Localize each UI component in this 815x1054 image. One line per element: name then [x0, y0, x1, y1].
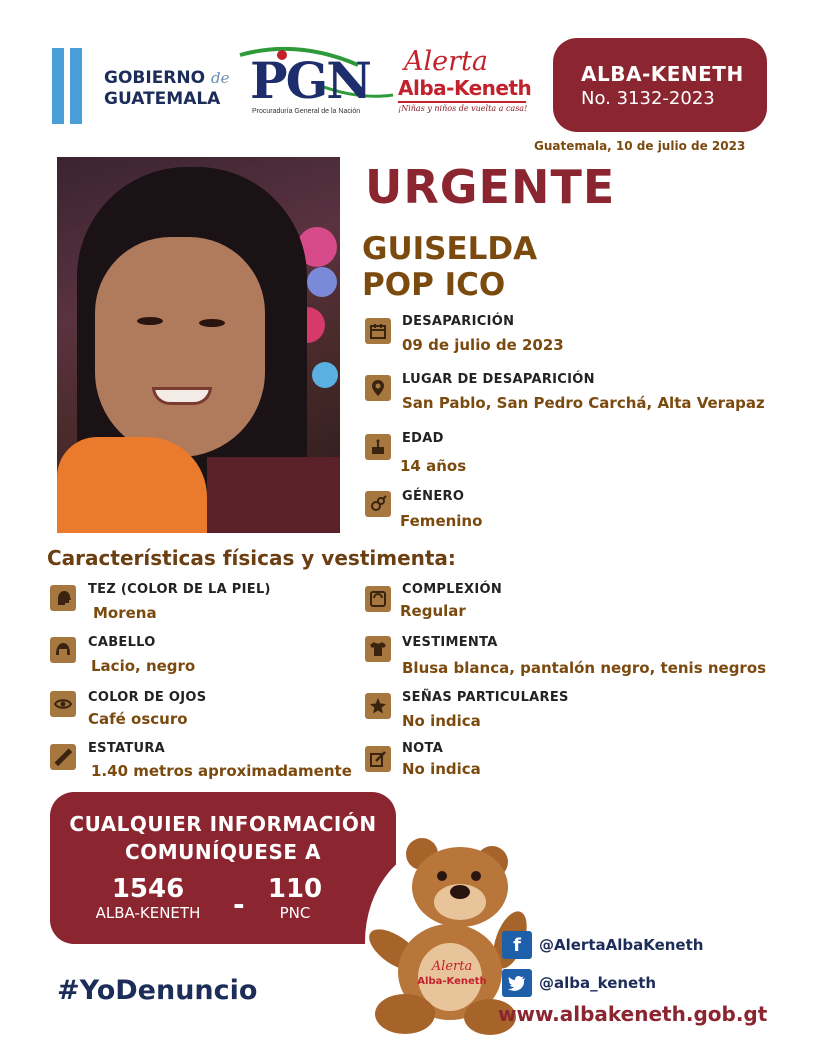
alerta-logo [396, 46, 536, 118]
char-value-complexion: Regular [400, 602, 466, 620]
char-label-cabello: CABELLO [88, 635, 156, 650]
char-value-vestimenta: Blusa blanca, pantalón negro, tenis negros [402, 659, 767, 677]
pgn-subtitle: Procuraduría General de la Nación [252, 108, 361, 115]
char-label-complexion: COMPLEXIÓN [402, 582, 503, 597]
facebook-icon[interactable]: f [502, 931, 532, 959]
gobierno-line2: GUATEMALA [104, 89, 221, 109]
phone-separator: - [233, 888, 245, 921]
urgent-heading: URGENTE [365, 160, 616, 214]
alerta-tagline: ¡Niñas y niños de vuelta a casa! [398, 104, 528, 113]
char-label-estatura: ESTATURA [88, 741, 166, 756]
detail-label-desaparicion: DESAPARICIÓN [402, 314, 515, 329]
star-icon [365, 693, 391, 719]
char-label-tez: TEZ (COLOR DE LA PIEL) [88, 582, 271, 597]
phone2-label: PNC [279, 904, 311, 922]
person-name-line2: POP ICO [362, 267, 506, 303]
char-label-nota: NOTA [402, 741, 444, 756]
char-value-estatura: 1.40 metros aproximadamente [91, 762, 352, 780]
case-title: ALBA-KENETH [581, 62, 744, 86]
calendar-icon [365, 318, 391, 344]
detail-value-lugar: San Pablo, San Pedro Carchá, Alta Verapaz [402, 394, 765, 412]
case-number-box [553, 38, 767, 132]
note-edit-icon [365, 746, 391, 772]
contact-heading [50, 810, 396, 866]
char-label-ojos: COLOR DE OJOS [88, 690, 207, 705]
eye-icon [50, 691, 76, 717]
alert-date: Guatemala, 10 de julio de 2023 [534, 139, 746, 153]
detail-label-lugar: LUGAR DE DESAPARICIÓN [402, 372, 595, 387]
gobierno-logo [52, 48, 232, 128]
pgn-wordmark: PGN [250, 51, 371, 110]
location-pin-icon [365, 375, 391, 401]
phone1-number: 1546 [111, 874, 185, 904]
scale-icon [365, 586, 391, 612]
contact-heading-line1: CUALQUIER INFORMACIÓN [69, 812, 377, 836]
phone-alba-keneth[interactable] [78, 874, 218, 922]
alerta-underline [398, 101, 526, 103]
alerta-line2: Alba-Keneth [398, 76, 532, 100]
phone1-label: ALBA-KENETH [95, 904, 201, 922]
char-value-senas: No indica [402, 712, 481, 730]
twitter-handle[interactable]: @alba_keneth [539, 974, 657, 992]
pgn-logo [238, 45, 398, 125]
facebook-handle[interactable]: @AlertaAlbaKeneth [539, 936, 704, 954]
website-link[interactable]: www.albakeneth.gob.gt [498, 1002, 768, 1026]
face-silhouette [95, 237, 265, 457]
gender-icon [365, 491, 391, 517]
characteristics-title: Características físicas y vestimenta: [47, 546, 456, 570]
ruler-icon [50, 744, 76, 770]
person-name-line1: GUISELDA [362, 231, 538, 267]
phone2-number: 110 [267, 874, 323, 904]
twitter-icon[interactable] [502, 969, 532, 997]
bear-badge-line1: Alerta [431, 959, 473, 974]
detail-label-genero: GÉNERO [402, 489, 465, 504]
person-name [362, 231, 537, 303]
bear-badge-line2: Alba-Keneth [417, 976, 487, 987]
head-profile-icon [50, 585, 76, 611]
hashtag: #YoDenuncio [57, 975, 258, 1006]
gobierno-de: de [211, 69, 230, 87]
detail-value-desaparicion: 09 de julio de 2023 [402, 336, 564, 354]
phone-pnc[interactable] [255, 874, 335, 922]
char-value-cabello: Lacio, negro [91, 657, 196, 675]
contact-box [50, 792, 396, 944]
contact-heading-line2: COMUNÍQUESE A [125, 840, 321, 864]
missing-person-photo [57, 157, 340, 533]
hair-icon [50, 637, 76, 663]
alerta-line1: Alerta [404, 46, 488, 77]
tshirt-icon [365, 636, 391, 662]
detail-value-genero: Femenino [400, 512, 483, 530]
birthday-cake-icon [365, 434, 391, 460]
char-value-nota: No indica [402, 760, 481, 778]
gobierno-line1: GOBIERNO [104, 68, 206, 88]
case-number: No. 3132-2023 [581, 88, 715, 109]
detail-label-edad: EDAD [402, 431, 444, 446]
char-value-ojos: Café oscuro [88, 710, 188, 728]
gobierno-bars-icon [52, 48, 92, 128]
char-label-senas: SEÑAS PARTICULARES [402, 690, 569, 705]
detail-value-edad: 14 años [400, 457, 467, 475]
char-value-tez: Morena [93, 604, 157, 622]
char-label-vestimenta: VESTIMENTA [402, 635, 498, 650]
